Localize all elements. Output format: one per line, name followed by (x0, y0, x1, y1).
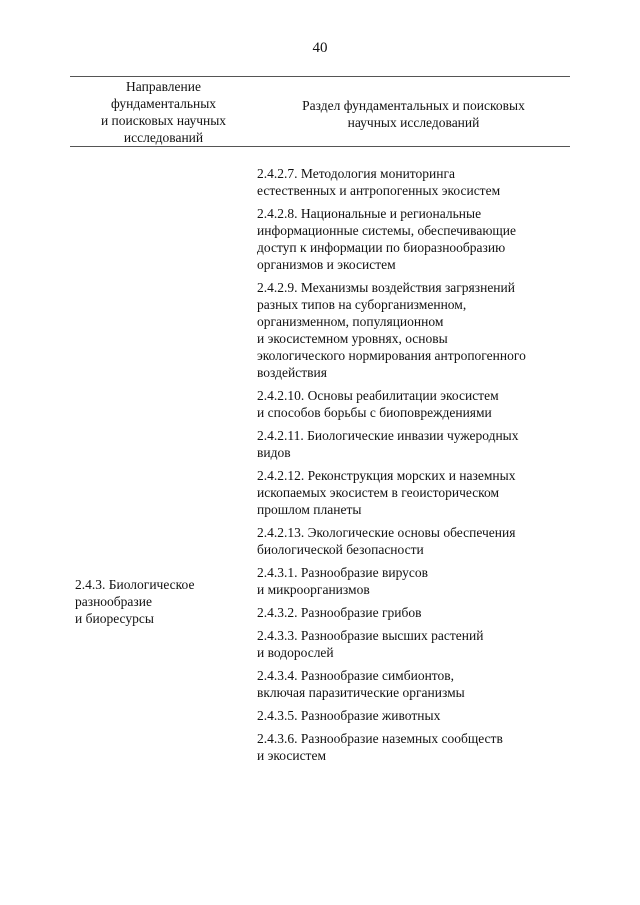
section-entry-line: прошлом планеты (257, 502, 362, 517)
section-entry (257, 467, 577, 518)
section-entry (257, 604, 577, 621)
section-entry-line: и экосистем (257, 748, 326, 763)
section-entry-line: 2.4.2.8. Национальные и региональные (257, 206, 482, 221)
section-entry (257, 564, 577, 598)
section-entry-line: организмов и экосистем (257, 257, 396, 272)
section-entry (257, 667, 577, 701)
header-section (257, 97, 570, 131)
section-entry-line: включая паразитические организмы (257, 685, 465, 700)
section-entry-line: и экосистемном уровнях, основы (257, 331, 448, 346)
section-entry (257, 707, 577, 724)
page-number: 40 (312, 40, 328, 56)
section-entry-line: 2.4.2.9. Механизмы воздействия загрязнений (257, 280, 515, 295)
section-entry-line: 2.4.2.12. Реконструкция морских и наземных (257, 468, 516, 483)
section-entry-line: 2.4.2.7. Методология мониторинга (257, 166, 455, 181)
header-direction-line: и поисковых научных (100, 113, 227, 128)
section-entry-line: и микроорганизмов (257, 582, 370, 597)
direction-2-4-3 (75, 576, 250, 627)
header-direction (70, 78, 257, 146)
section-entry-line: разных типов на суборганизменном, (257, 297, 467, 312)
section-entry-line: 2.4.3.4. Разнообразие симбионтов, (257, 668, 455, 683)
section-entry (257, 165, 577, 199)
direction-line: разнообразие (75, 594, 152, 609)
section-entry-line: 2.4.3.6. Разнообразие наземных сообществ (257, 731, 503, 746)
section-entry (257, 279, 577, 381)
section-entry (257, 627, 577, 661)
section-entry (257, 524, 577, 558)
section-entry-line: и способов борьбы с биоповреждениями (257, 405, 492, 420)
header-direction-line: Направление (126, 79, 201, 94)
section-entry-line: 2.4.2.10. Основы реабилитации экосистем (257, 388, 499, 403)
section-entry-line: ископаемых экосистем в геоисторическом (257, 485, 500, 500)
section-entry-line: 2.4.3.3. Разнообразие высших растений (257, 628, 484, 643)
section-entry-line: 2.4.2.13. Экологические основы обеспечения (257, 525, 516, 540)
section-entry-line: экологического нормирования антропогенного (257, 348, 526, 363)
section-entry (257, 205, 577, 273)
header-direction-line: исследований (123, 130, 204, 145)
section-entry-line: 2.4.2.11. Биологические инвазии чужеродных (257, 428, 519, 443)
header-section-line: научных исследований (347, 115, 480, 130)
section-entry-line: воздействия (257, 365, 327, 380)
section-entry (257, 427, 577, 461)
section-entry-line: 2.4.3.2. Разнообразие грибов (257, 605, 422, 620)
header-direction-line: фундаментальных (110, 96, 217, 111)
section-entry-line: 2.4.3.5. Разнообразие животных (257, 708, 441, 723)
section-entry (257, 730, 577, 764)
section-entry-line: биологической безопасности (257, 542, 424, 557)
section-entry-line: видов (257, 445, 291, 460)
table-top-rule (70, 76, 570, 77)
section-entry-line: организменном, популяционном (257, 314, 444, 329)
direction-line: 2.4.3. Биологическое (75, 577, 195, 592)
header-section-line: Раздел фундаментальных и поисковых (302, 98, 525, 113)
direction-line: и биоресурсы (75, 611, 154, 626)
section-entry-line: и водорослей (257, 645, 334, 660)
section-entry-line: информационные системы, обеспечивающие (257, 223, 517, 238)
section-entry-line: естественных и антропогенных экосистем (257, 183, 501, 198)
section-entry-line: доступ к информации по биоразнообразию (257, 240, 506, 255)
section-entries (257, 165, 577, 770)
table-header-rule (70, 146, 570, 147)
section-entry (257, 387, 577, 421)
section-entry-line: 2.4.3.1. Разнообразие вирусов (257, 565, 429, 580)
